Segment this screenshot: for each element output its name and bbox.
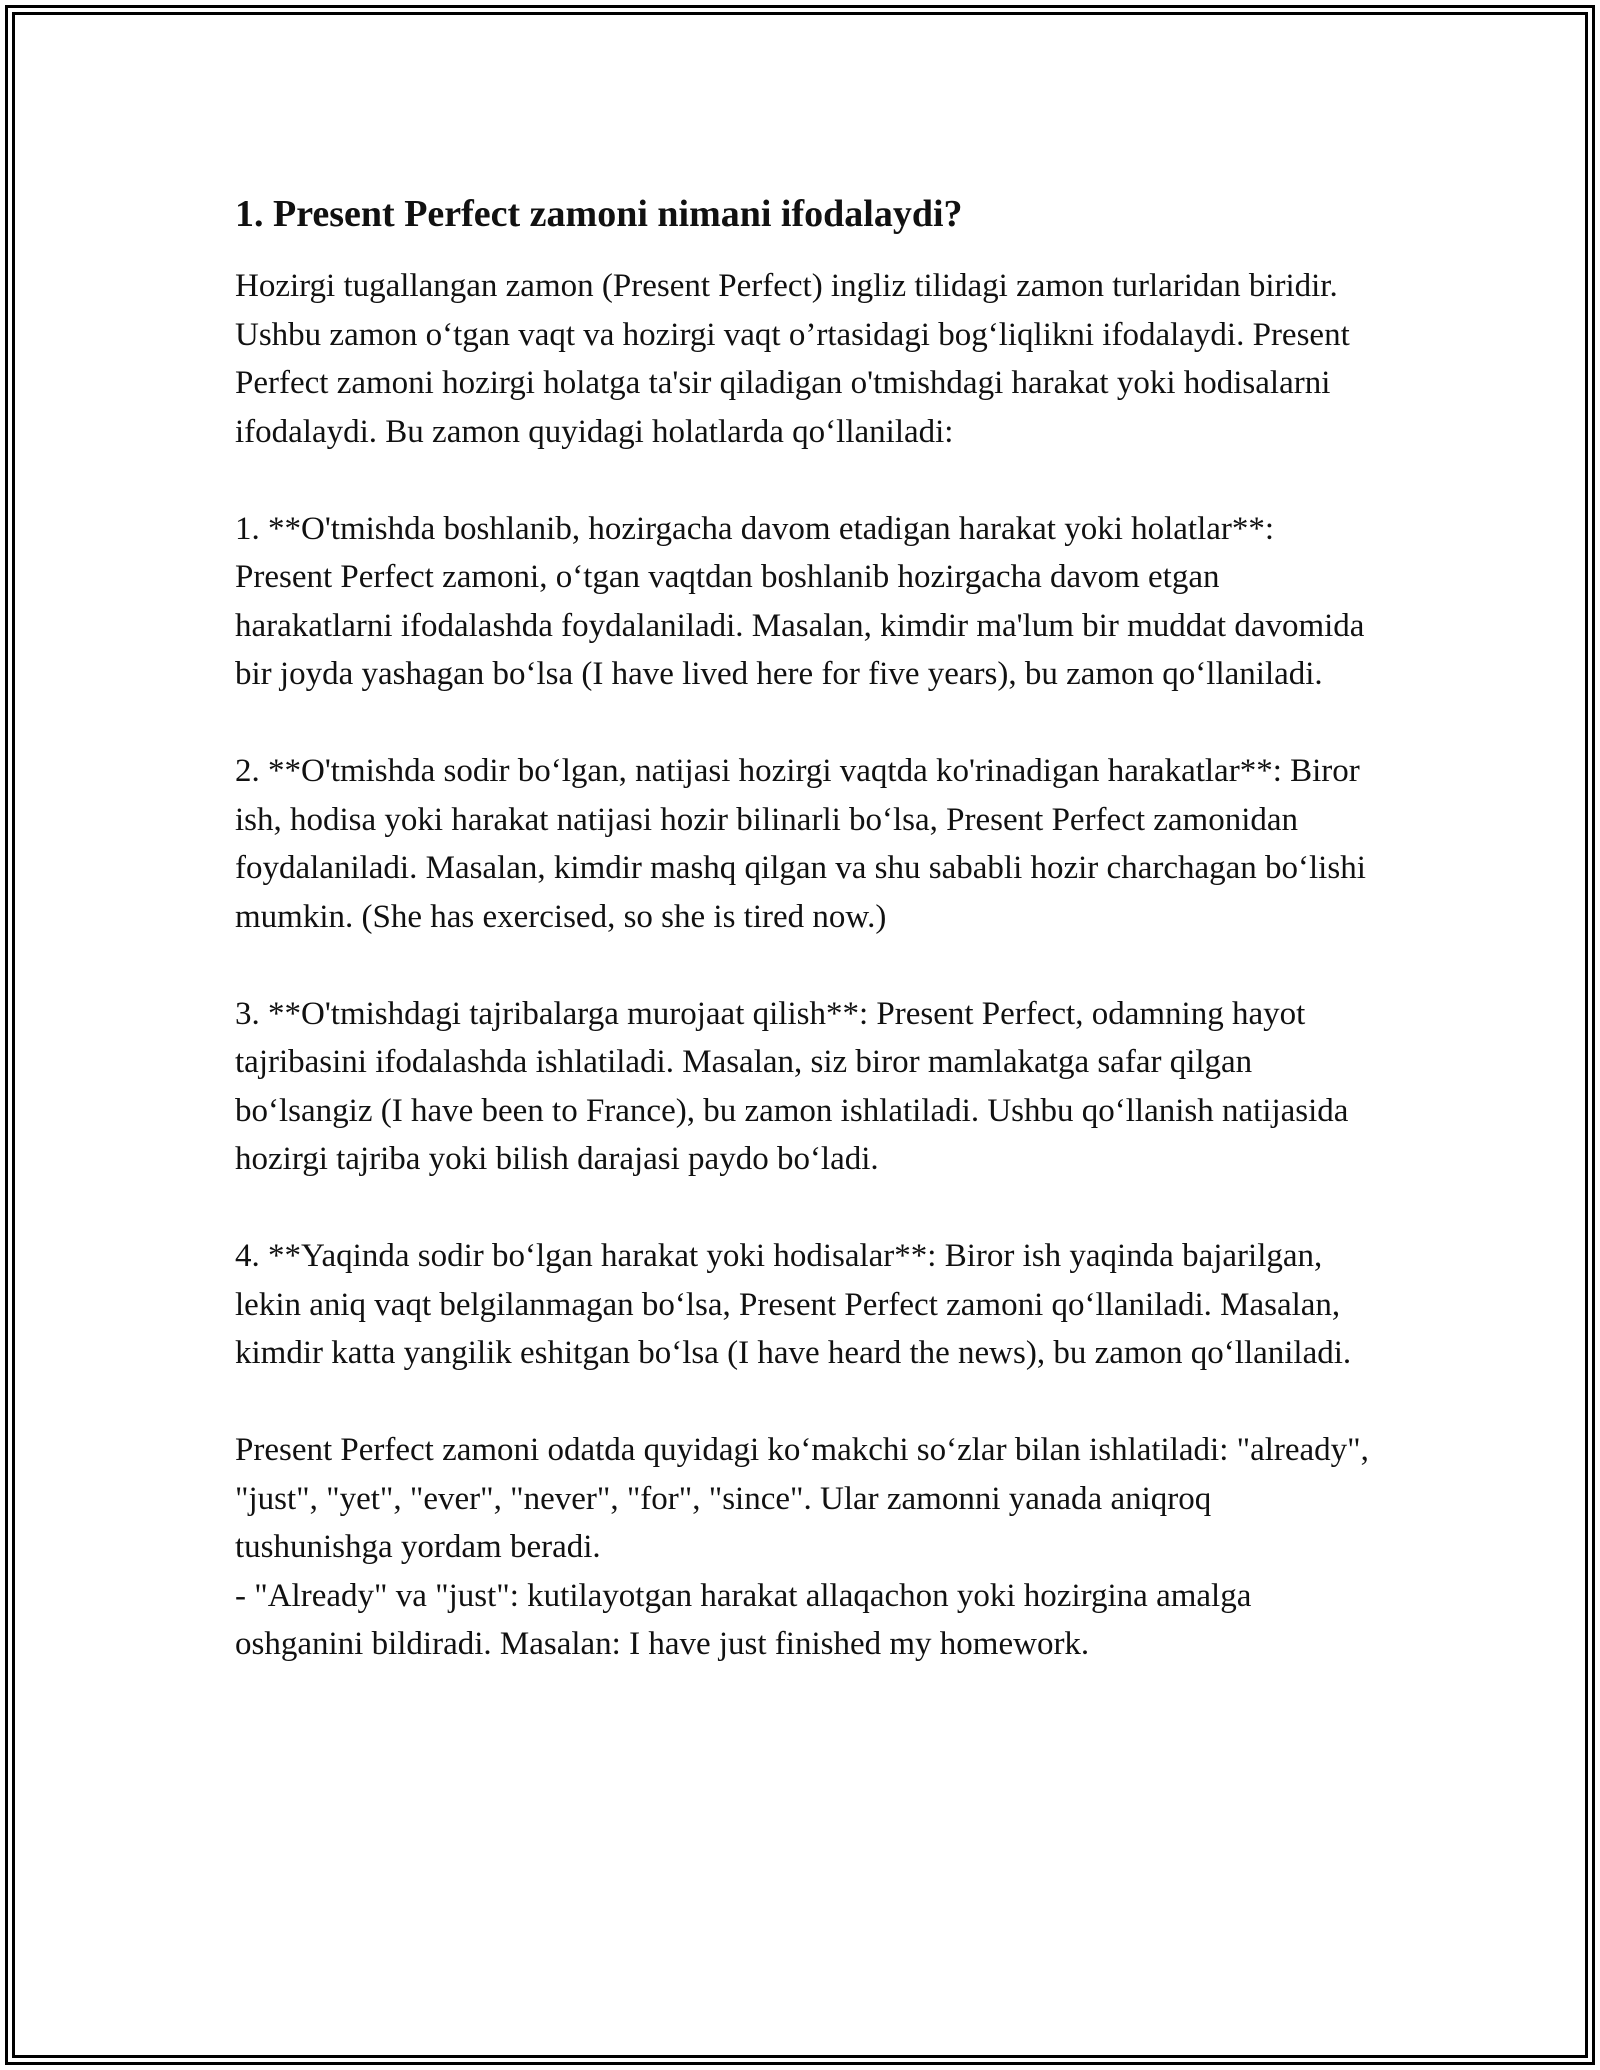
list-item-4: 4. **Yaqinda sodir bo‘lgan harakat yoki hodisalar**: Biror ish yaqinda bajarilgan, lekin aniq vaqt belgilanmagan bo‘lsa, Present Perfect zamoni qo‘llaniladi. Masalan, kimdir katta yangilik eshitgan bo‘lsa (I have heard the news), bu zamon qo‘llaniladi.: [235, 1238, 1352, 1371]
closing-paragraph: Present Perfect zamoni odatda quyidagi ko‘makchi so‘zlar bilan ishlatiladi: "already", "just", "yet", "ever", "never", "for", "since". Ular zamonni yanada aniqroq tushunishga yordam beradi.: [235, 1432, 1369, 1565]
list-item-1: 1. **O'tmishda boshlanib, hozirgacha davom etadigan harakat yoki holatlar**: Present Perfect zamoni, o‘tgan vaqtdan boshlanib hozirgacha davom etgan harakatlarni ifodalashda foydalaniladi. Masalan, kimdir ma'lum bir muddat davomida bir joyda yashagan bo‘lsa (I have lived here for five years), bu zamon qo‘llaniladi.: [235, 510, 1365, 692]
document-heading: 1. Present Perfect zamoni nimani ifodalaydi?: [235, 193, 963, 235]
document-body: [235, 190, 1375, 1669]
list-item-3: 3. **O'tmishdagi tajribalarga murojaat qilish**: Present Perfect, odamning hayot tajribasini ifodalashda ishlatiladi. Masalan, siz biror mamlakatga safar qilgan bo‘lsangiz (I have been to France), bu zamon ishlatiladi. Ushbu qo‘llanish natijasida hozirgi tajriba yoki bilish darajasi paydo bo‘ladi.: [235, 995, 1349, 1177]
bullet-paragraph: - "Already" va "just": kutilayotgan harakat allaqachon yoki hozirgina amalga oshganini bildiradi. Masalan: I have just finished my homework.: [235, 1577, 1252, 1662]
intro-paragraph: Hozirgi tugallangan zamon (Present Perfect) ingliz tilidagi zamon turlaridan biridir. Ushbu zamon o‘tgan vaqt va hozirgi vaqt o’rtasidagi bog‘liqlikni ifodalaydi. Present Perfect zamoni hozirgi holatga ta'sir qiladigan o'tmishdagi harakat yoki hodisalarni ifodalaydi. Bu zamon quyidagi holatlarda qo‘llaniladi:: [235, 268, 1350, 450]
list-item-2: 2. **O'tmishda sodir bo‘lgan, natijasi hozirgi vaqtda ko'rinadigan harakatlar**: Biror ish, hodisa yoki harakat natijasi hozir bilinarli bo‘lsa, Present Perfect zamonidan foydalaniladi. Masalan, kimdir mashq qilgan va shu sababli hozir charchagan bo‘lishi mumkin. (She has exercised, so she is tired now.): [235, 753, 1366, 935]
